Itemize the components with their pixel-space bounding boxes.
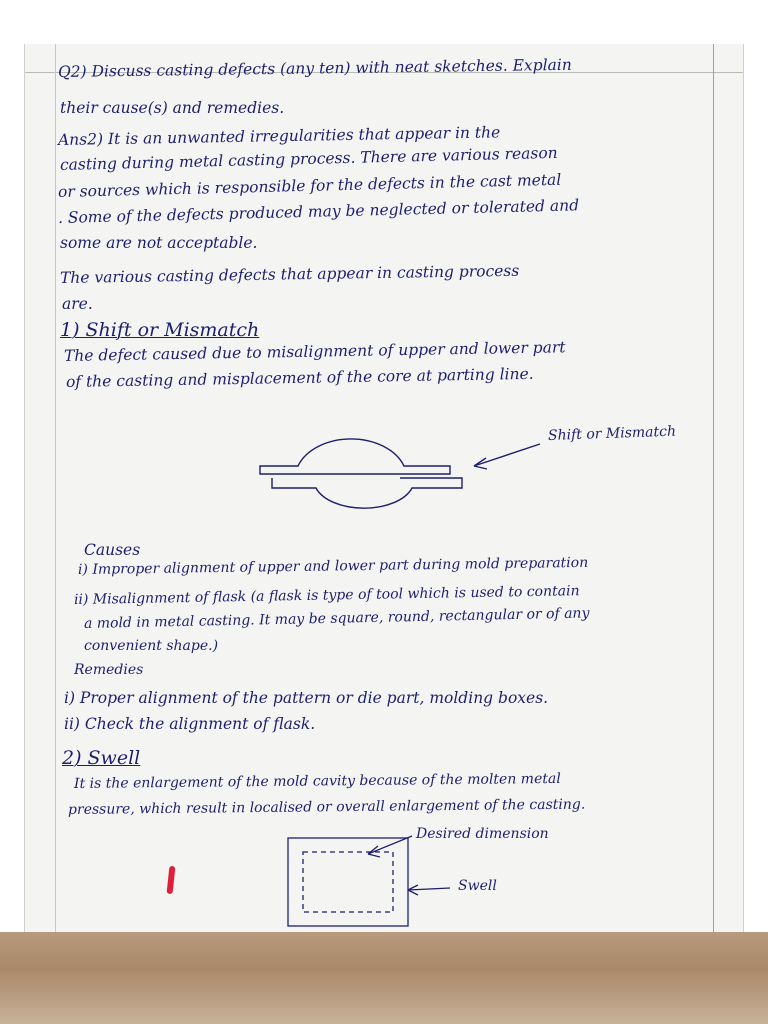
answer-line-5: some are not acceptable. <box>60 234 258 252</box>
shift-description-1: The defect caused due to misalignment of upper and lower part <box>63 338 566 365</box>
remedy-1: i) Proper alignment of the pattern or die part, molding boxes. <box>64 689 549 707</box>
pattern-lower-outline <box>272 478 462 508</box>
cause-2-continued: a mold in metal casting. It may be square, round, rectangular or of any <box>83 605 590 632</box>
desired-dimension-arrow <box>368 836 412 857</box>
remedy-2: ii) Check the alignment of flask. <box>64 715 316 733</box>
answer-line-6: The various casting defects that appear in casting process <box>59 261 520 287</box>
cause-2-end: convenient shape.) <box>84 638 219 654</box>
answer-line-7: are. <box>62 295 93 313</box>
shift-description-2: of the casting and misplacement of the core at parting line. <box>65 364 534 391</box>
label-desired-dimension: Desired dimension <box>416 826 549 842</box>
desired-dimension-box <box>303 852 393 912</box>
answer-line-1: Ans2) It is an unwanted irregularities that appear in the <box>57 123 501 149</box>
swell-arrow <box>408 885 450 895</box>
question-line-2: their cause(s) and remedies. <box>60 99 285 117</box>
label-swell: Swell <box>458 878 497 894</box>
answer-line-4: . Some of the defects produced may be neglected or tolerated and <box>57 196 580 227</box>
causes-title: Causes <box>84 541 141 559</box>
sketch-label-shift: Shift or Mismatch <box>547 423 677 444</box>
answer-line-3: or sources which is responsible for the defects in the cast metal <box>57 170 562 201</box>
remedies-title: Remedies <box>74 662 144 678</box>
swell-description-2: pressure, which result in localised or overall enlargement of the casting. <box>67 796 586 818</box>
swell-description-1: It is the enlargement of the mold cavity because of the molten metal <box>73 770 561 792</box>
cause-1: i) Improper alignment of upper and lower part during mold preparation <box>77 554 589 578</box>
question-line-1: Q2) Discuss casting defects (any ten) with neat sketches. Explain <box>57 55 572 81</box>
mold-outer-box <box>288 838 408 926</box>
shift-arrow <box>474 444 540 469</box>
heading-swell: 2) Swell <box>62 747 141 769</box>
heading-shift-mismatch: 1) Shift or Mismatch <box>60 319 260 341</box>
answer-line-2: casting during metal casting process. There are various reason <box>59 143 558 174</box>
pattern-upper-outline <box>260 439 450 474</box>
cause-2: ii) Misalignment of flask (a flask is type of tool which is used to contain <box>73 583 580 608</box>
